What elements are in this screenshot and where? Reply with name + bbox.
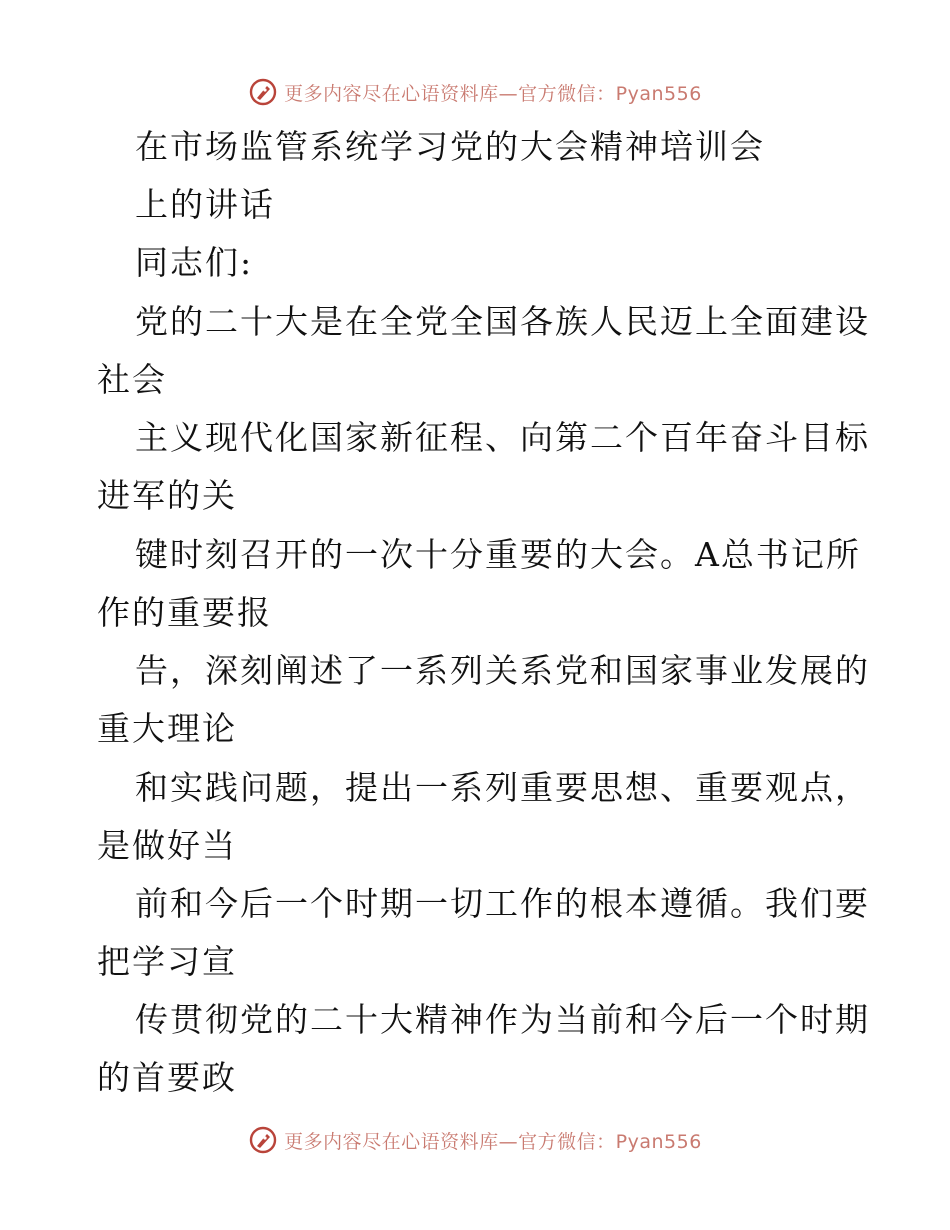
body-line: 的首要政	[97, 1058, 237, 1097]
pen-nib-logo-icon	[248, 77, 278, 107]
watermark-text: 更多内容尽在心语资料库—官方微信：Pyan556	[284, 82, 702, 105]
body-line: 重大理论	[97, 709, 237, 748]
header-watermark	[0, 72, 950, 112]
body-line: 社会	[97, 360, 167, 399]
document-title-line-1: 在市场监管系统学习党的大会精神培训会	[135, 127, 765, 166]
body-line: 进军的关	[97, 476, 237, 515]
salutation: 同志们:	[135, 243, 254, 282]
body-line: 传贯彻党的二十大精神作为当前和今后一个时期	[135, 1000, 870, 1039]
body-line: 告，深刻阐述了一系列关系党和国家事业发展的	[135, 651, 870, 690]
body-line: 党的二十大是在全党全国各族人民迈上全面建设	[135, 302, 870, 341]
body-line: 键时刻召开的一次十分重要的大会。A总书记所	[135, 535, 861, 574]
body-line: 前和今后一个时期一切工作的根本遵循。我们要	[135, 884, 870, 923]
body-line: 和实践问题，提出一系列重要思想、重要观点，	[135, 768, 870, 807]
footer-watermark	[0, 1120, 950, 1160]
body-line: 主义现代化国家新征程、向第二个百年奋斗目标	[135, 418, 870, 457]
body-line: 把学习宣	[97, 942, 237, 981]
pen-nib-logo-icon	[248, 1125, 278, 1155]
watermark-text: 更多内容尽在心语资料库—官方微信：Pyan556	[284, 1130, 702, 1153]
body-line: 是做好当	[97, 826, 237, 865]
document-title-line-2: 上的讲话	[135, 185, 275, 224]
body-line: 作的重要报	[97, 593, 272, 632]
